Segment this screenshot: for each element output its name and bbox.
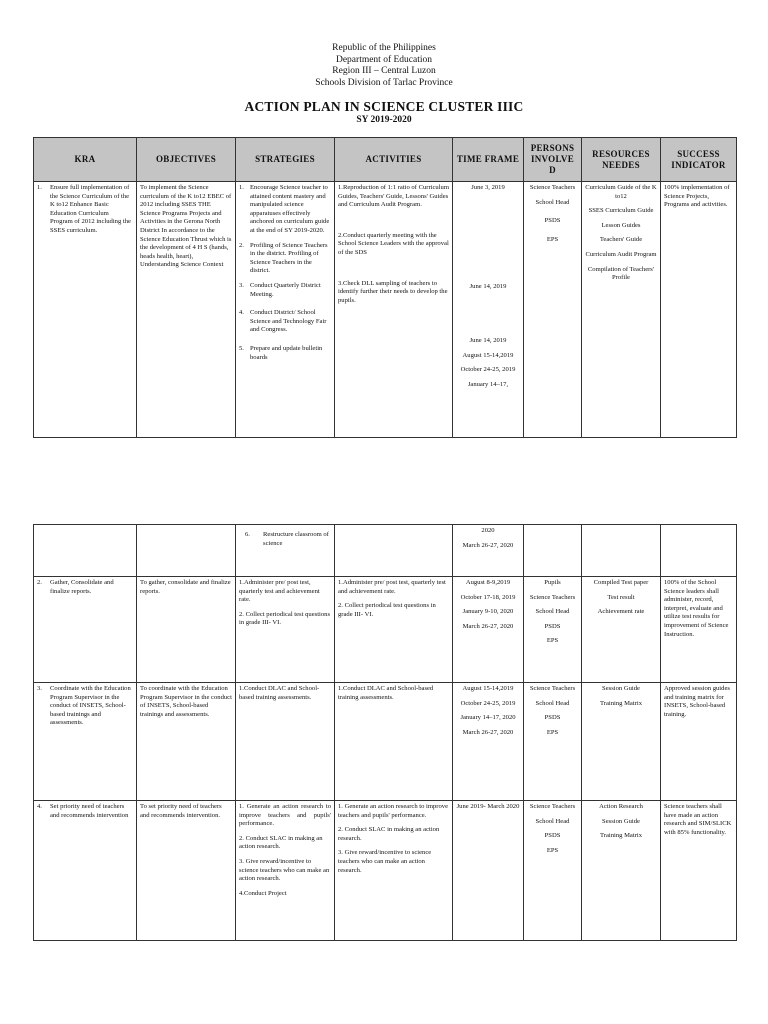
person-entry: PSDS: [544, 217, 561, 225]
persons-cell: [524, 683, 582, 801]
person-entry: EPS: [546, 846, 559, 854]
strategy-item: 2. Collect periodical test questions in grade III- VI.: [239, 610, 331, 627]
kra-text: Gather, Consolidate and finalize reports.: [50, 579, 114, 595]
kra-item: [37, 685, 133, 728]
objective-cell: To set priority need of teachers and recommends intervention.: [137, 801, 236, 941]
persons-cell: [524, 525, 582, 577]
strategies-cell: 1.Conduct DLAC and School-based training assessments.: [236, 683, 335, 801]
success-indicator-cell: 100% of the School Science leaders shall administer, record, interpret, evaluate and utilize test results for improvement of Science Instruction.: [661, 577, 737, 683]
resource-entry: Training Matrix: [599, 699, 643, 707]
time-entry: October 24-25, 2019: [460, 699, 516, 707]
time-entry: August 15-14,2019: [462, 351, 514, 359]
strategy-number: 1.: [239, 184, 244, 191]
resources-cell: [582, 683, 661, 801]
kra-number: 3.: [37, 685, 42, 692]
kra-cell: [34, 683, 137, 801]
person-entry: PSDS: [544, 714, 561, 722]
table-header-row: [34, 138, 737, 182]
resource-entry: Action Research: [599, 803, 643, 810]
time-frame-cell: June 2019- March 2020: [453, 801, 524, 941]
kra-cell: [34, 577, 137, 683]
activities-cell: [335, 801, 453, 941]
kra-cell: [34, 525, 137, 577]
time-entry: June 3, 2019: [471, 184, 505, 191]
time-entry: January 14–17, 2020: [460, 714, 516, 722]
time-entry: August 8-9,2019: [465, 579, 511, 586]
letterhead-division: Schools Division of Tarlac Province: [315, 77, 453, 88]
strategy-item: 4.Conduct Project: [239, 889, 287, 897]
strategies-cell: [236, 525, 335, 577]
strategy-item: [239, 345, 331, 362]
time-frame-cell: [453, 182, 524, 438]
time-entry: June 14, 2019: [469, 337, 507, 345]
activity-item: 1. Generate an action research to improve teachers and pupils' performance.: [338, 803, 449, 819]
person-entry: Pupils: [544, 579, 561, 586]
resources-cell: [582, 182, 661, 438]
activity-item: 3. Give reward/incentive to science teachers who can make an action research.: [338, 849, 432, 874]
resource-entry: Session Guide: [602, 817, 640, 825]
strategy-item: 1. Generate an action research to improve teachers and pupils' performance.: [239, 803, 331, 828]
time-entry: 2020: [481, 527, 495, 534]
time-frame-cell: [453, 577, 524, 683]
strategies-list: [239, 184, 331, 362]
kra-cell: [34, 182, 137, 438]
objective-cell: To coordinate with the Education Program Supervisor in the conduct of INSETS, School-based trainings and assessments.: [137, 683, 236, 801]
time-entry: March 26-27, 2020: [462, 541, 514, 549]
success-indicator-cell: 100% implementation of Science Projects, Programs and activities.: [661, 182, 737, 438]
action-plan-table-part-2: [33, 524, 737, 941]
person-entry: Science Teachers: [529, 803, 576, 810]
kra-text: Coordinate with the Education Program Supervisor in the conduct of INSETS, School-based trainings and assessments.: [50, 685, 131, 727]
person-entry: School Head: [535, 699, 570, 707]
resource-entry: Compilation of Teachers' Profile: [587, 265, 655, 282]
resource-entry: Achievement rate: [597, 608, 645, 616]
success-indicator-cell: Science teachers shall have made an action research and SIM/SLICK with 85% functionality.: [661, 801, 737, 941]
resource-entry: Lesson Guides: [601, 221, 641, 229]
document-title: ACTION PLAN IN SCIENCE CLUSTER IIIC: [244, 99, 524, 114]
persons-cell: [524, 182, 582, 438]
objective-cell: To gather, consolidate and finalize reports.: [137, 577, 236, 683]
column-header-success-indicator: SUCCESS INDICATOR: [661, 138, 737, 182]
table-row: [34, 801, 737, 941]
persons-cell: [524, 577, 582, 683]
time-entry: August 15-14,2019: [462, 685, 514, 692]
column-header-activities: ACTIVITIES: [335, 138, 453, 182]
person-entry: School Head: [535, 198, 570, 206]
time-entry: January 14–17,: [467, 380, 509, 388]
time-entry: October 17-18, 2019: [460, 593, 516, 601]
kra-text: Set priority need of teachers and recommends intervention: [50, 803, 129, 819]
kra-text: Ensure full implementation of the Science Curriculum of the K to12 Enhance Basic Education Curriculum Program of 2012 including the SSES curriculum.: [50, 184, 131, 234]
person-entry: PSDS: [544, 832, 561, 840]
resource-entry: Compiled Test paper: [593, 579, 649, 586]
resource-entry: Test result: [607, 593, 635, 601]
strategy-number: 5.: [239, 344, 244, 352]
success-indicator-cell: Approved session guides and training matrix for INSETS, School-based training.: [661, 683, 737, 801]
person-entry: EPS: [546, 728, 559, 736]
strategy-item: 3. Give reward/incentive to science teachers who can make an action research.: [239, 857, 330, 883]
resources-cell: [582, 801, 661, 941]
strategy-text: Restructure classroom of science: [263, 531, 329, 547]
resource-entry: Curriculum Audit Program: [585, 250, 657, 258]
strategy-item: [239, 184, 331, 236]
strategy-item: [239, 531, 331, 548]
activity-item: 2. Collect periodical test questions in grade III- VI.: [338, 602, 436, 618]
strategy-number: 4.: [239, 309, 244, 317]
strategies-cell: [236, 801, 335, 941]
kra-number: 4.: [37, 803, 42, 810]
letterhead: [0, 43, 768, 89]
resource-entry: Curriculum Guide of the K to12: [585, 184, 657, 200]
person-entry: PSDS: [544, 622, 561, 630]
kra-item: [37, 184, 133, 236]
resources-cell: [582, 525, 661, 577]
time-entry: June 14, 2019: [469, 282, 507, 290]
letterhead-department: Department of Education: [335, 54, 433, 65]
letterhead-country: Republic of the Philippines: [332, 43, 436, 53]
activity-item: 1.Reproduction of 1:1 ratio of Curriculum Guides, Teachers' Guide, Lessons' Guides and Curriculum Audit Program.: [338, 184, 449, 209]
strategy-text: Conduct Quarterly District Meeting.: [250, 281, 321, 298]
resource-entry: Session Guide: [602, 685, 640, 692]
activities-cell: [335, 577, 453, 683]
objective-cell: [137, 525, 236, 577]
success-indicator-cell: [661, 525, 737, 577]
school-year: SY 2019-2020: [356, 115, 412, 125]
strategy-text: Encourage Science teacher to attained content mastery and manipulated science apparatuses effectively anchored on curriculum guide at the end of SY 2019-2020.: [250, 184, 330, 234]
strategy-item: 1.Administer pre/ post test, quarterly test and achievement rate.: [239, 579, 320, 604]
activity-item: 1.Administer pre/ post test, quarterly test and achievement rate.: [338, 579, 446, 595]
objective-cell: To implement the Science curriculum of the K to12 EBEC of 2012 including SSES THE Science Programs Projects and Activities in the Gerona North District In accordance to the Science Education Thrust which is the development of 4 H S (hands, heads health, heart), Understanding Science Context: [137, 182, 236, 438]
resource-entry: SSES Curriculum Guide: [588, 207, 654, 215]
person-entry: School Head: [535, 817, 570, 825]
strategies-cell: [236, 182, 335, 438]
strategy-item: [239, 242, 331, 276]
strategies-cell: [236, 577, 335, 683]
letterhead-region: Region III – Central Luzon: [332, 66, 436, 76]
activities-cell: [335, 182, 453, 438]
strategy-item: 2. Conduct SLAC in making an action research.: [239, 834, 323, 851]
time-entry: October 24-25, 2019: [460, 366, 516, 374]
person-entry: Science Teachers: [529, 593, 576, 601]
time-frame-cell: [453, 525, 524, 577]
strategy-text: Prepare and update bulletin boards: [250, 344, 323, 361]
person-entry: EPS: [546, 235, 559, 243]
resource-entry: Teachers' Guide: [599, 236, 643, 244]
person-entry: Science Teachers: [529, 685, 576, 692]
strategy-number: 2.: [239, 241, 244, 249]
activity-item: 3.Check DLL sampling of teachers to identify further their needs to develop the pupils.: [338, 279, 448, 304]
kra-number: 1.: [37, 184, 42, 191]
column-header-persons-involved: PERSONS INVOLVE D: [524, 138, 582, 182]
strategy-item: [239, 282, 331, 299]
column-header-objectives: OBJECTIVES: [137, 138, 236, 182]
kra-item: [37, 803, 133, 820]
person-entry: EPS: [546, 637, 559, 645]
table-row: [34, 683, 737, 801]
table-row: [34, 577, 737, 683]
strategy-text: Profiling of Science Teachers in the district. Profiling of Science Teachers in the district.: [250, 241, 328, 275]
activities-cell: [335, 525, 453, 577]
strategy-item: [239, 309, 331, 335]
person-entry: Science Teachers: [529, 184, 576, 191]
resources-cell: [582, 577, 661, 683]
person-entry: School Head: [535, 608, 570, 616]
kra-item: [37, 579, 133, 596]
resource-entry: Training Matrix: [599, 832, 643, 840]
strategy-number: 6.: [245, 531, 250, 538]
time-frame-cell: [453, 683, 524, 801]
time-entry: March 26-27, 2020: [462, 728, 514, 736]
persons-cell: [524, 801, 582, 941]
activity-item: 2. Conduct SLAC in making an action research.: [338, 826, 440, 842]
activities-cell: 1.Conduct DLAC and School-based training assessments.: [335, 683, 453, 801]
kra-cell: [34, 801, 137, 941]
strategy-text: Conduct District/ School Science and Technology Fair and Congress.: [250, 309, 327, 334]
action-plan-table-part-1: [33, 137, 737, 438]
column-header-kra: KRA: [34, 138, 137, 182]
time-entry: January 9-10, 2020: [462, 608, 514, 616]
kra-number: 2.: [37, 579, 42, 586]
table-row: [34, 525, 737, 577]
table-row: [34, 182, 737, 438]
column-header-time-frame: TIME FRAME: [453, 138, 524, 182]
column-header-strategies: STRATEGIES: [236, 138, 335, 182]
strategy-number: 3.: [239, 281, 244, 289]
time-entry: March 26-27, 2020: [462, 622, 514, 630]
activity-item: 2.Conduct quarterly meeting with the School Science Leaders with the approval of the SDS: [338, 231, 449, 256]
column-header-resources-needed: RESOURCES NEEDES: [582, 138, 661, 182]
